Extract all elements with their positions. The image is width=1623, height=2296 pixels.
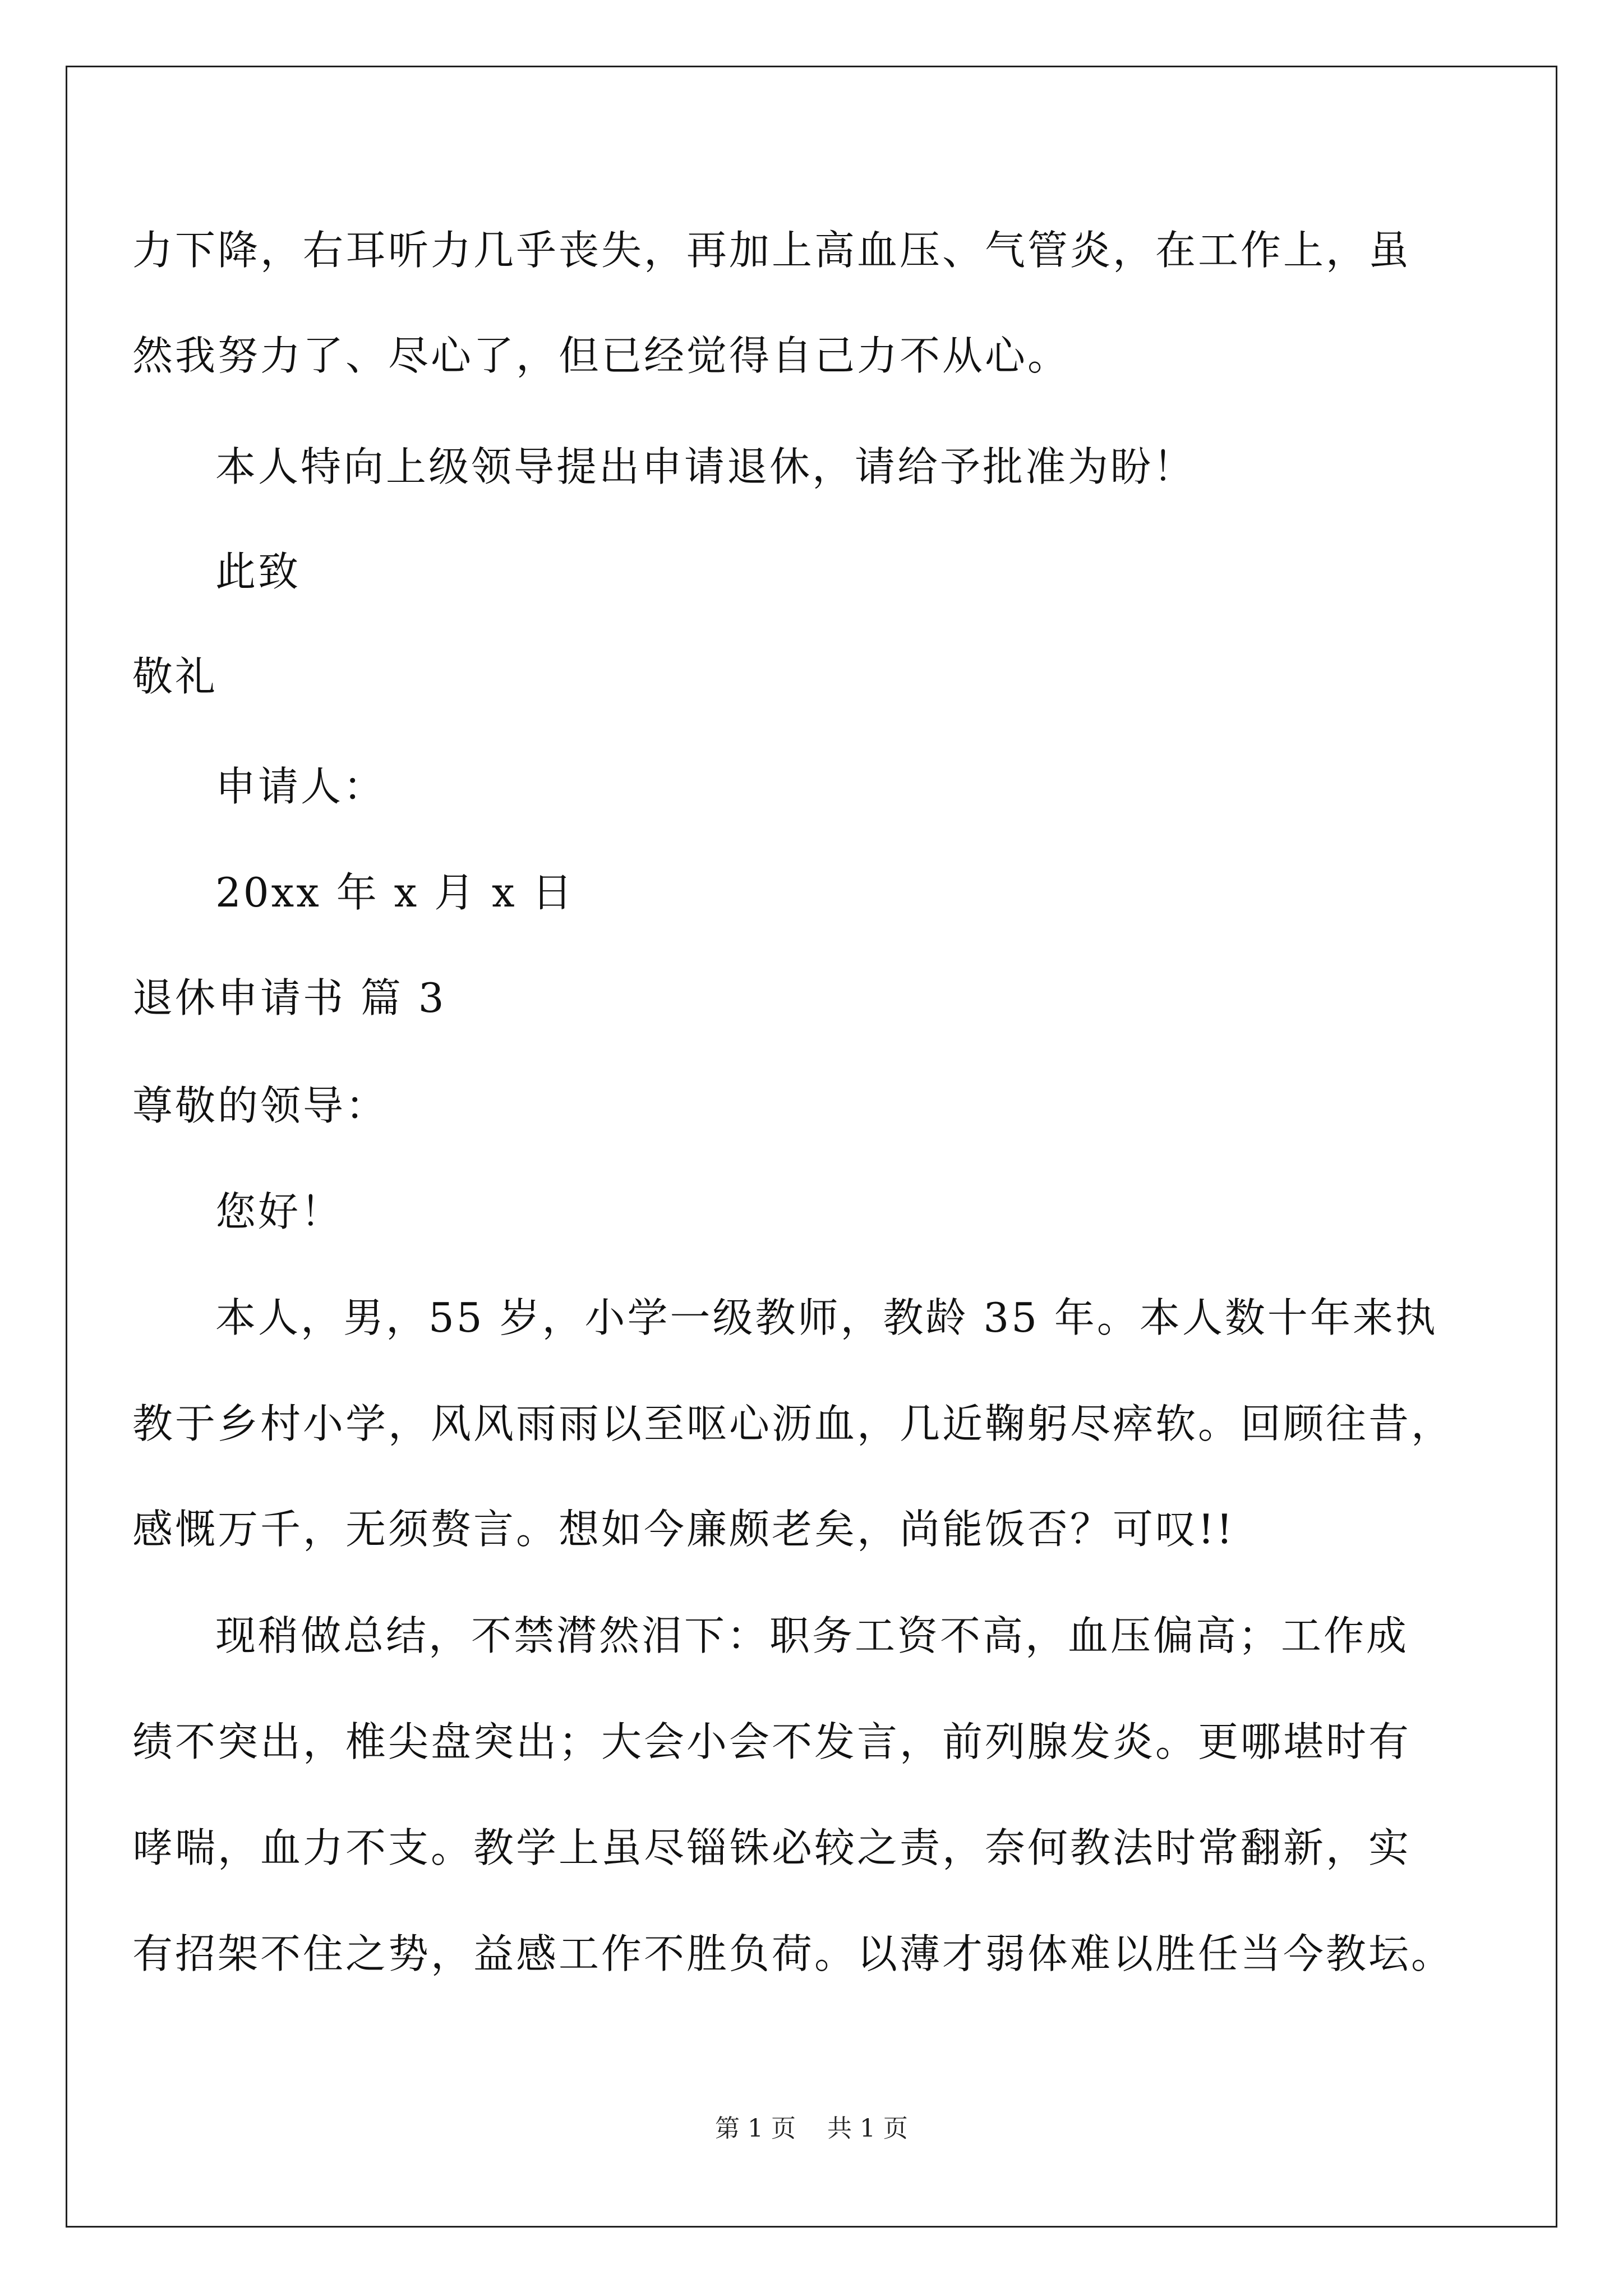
paragraph-line: 教于乡村小学，风风雨雨以至呕心沥血，几近鞠躬尽瘁软。回顾往昔， <box>132 1400 1454 1447</box>
page-border <box>66 66 1557 2228</box>
applicant-label: 申请人： <box>215 763 386 810</box>
paragraph-line: 感慨万千，无须赘言。想如今廉颇老矣，尚能饭否？可叹!! <box>132 1506 1235 1553</box>
paragraph-line: 有招架不住之势，益感工作不胜负荷。以薄才弱体难以胜任当今教坛。 <box>132 1930 1454 1977</box>
section-heading: 退休申请书 篇 3 <box>132 974 446 1022</box>
paragraph-line: 绩不突出，椎尖盘突出；大会小会不发言，前列腺发炎。更哪堪时有 <box>132 1718 1412 1765</box>
paragraph-line: 本人，男，55 岁，小学一级教师，教龄 35 年。本人数十年来执 <box>215 1294 1438 1341</box>
paragraph-line: 然我努力了、尽心了，但已经觉得自己力不从心。 <box>132 332 1071 379</box>
page-number-footer: 第 1 页 共 1 页 <box>715 2114 908 2143</box>
date-line: 20xx 年 x 月 x 日 <box>215 869 575 916</box>
paragraph-line: 力下降，右耳听力几乎丧失，再加上高血压、气管炎，在工作上，虽 <box>132 227 1412 274</box>
closing-phrase: 此致 <box>215 548 301 595</box>
salutation: 敬礼 <box>132 653 218 700</box>
paragraph-line: 哮喘，血力不支。教学上虽尽锱铢必较之责，奈何教法时常翻新，实 <box>132 1824 1412 1871</box>
paragraph-line: 现稍做总结，不禁潸然泪下：职务工资不高，血压偏高；工作成 <box>215 1612 1409 1659</box>
greeting: 您好！ <box>215 1188 344 1235</box>
paragraph-line: 本人特向上级领导提出申请退休，请给予批准为盼！ <box>215 443 1196 490</box>
greeting-recipient: 尊敬的领导： <box>132 1082 389 1129</box>
